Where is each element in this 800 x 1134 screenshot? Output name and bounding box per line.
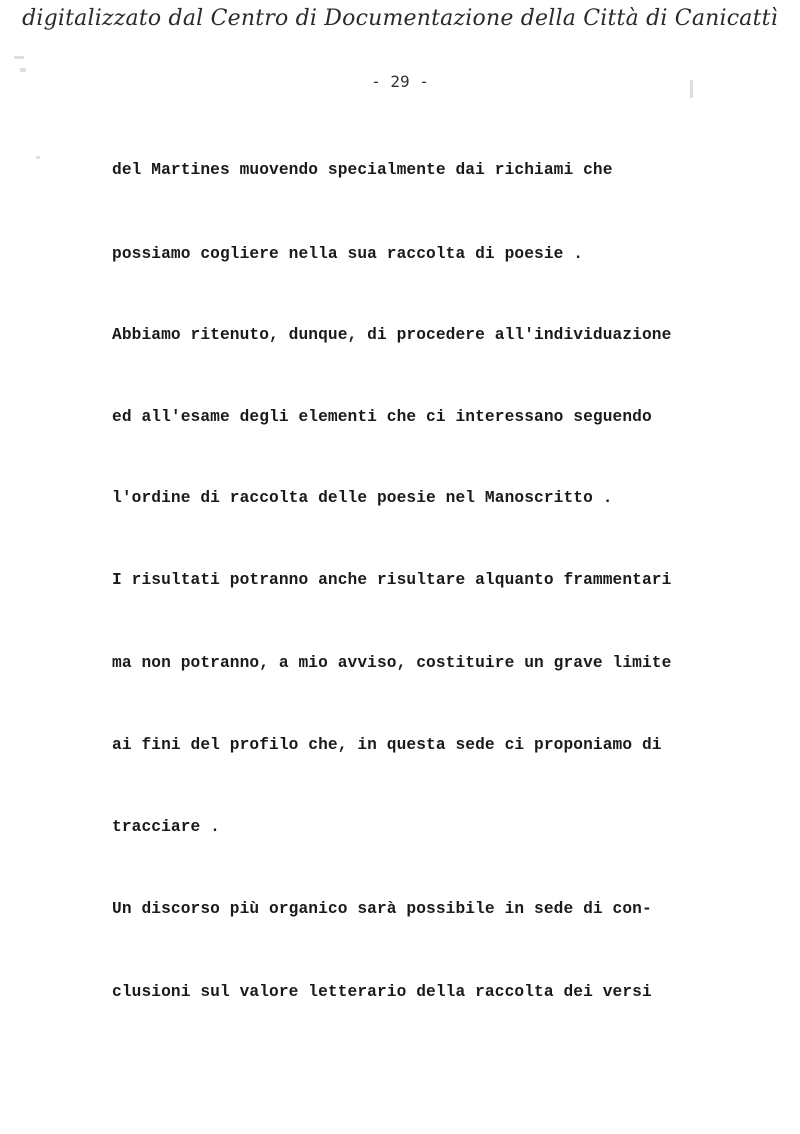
text-line: possiamo cogliere nella sua raccolta di poesie .	[112, 245, 584, 263]
text-line: ed all'esame degli elementi che ci interessano seguendo	[112, 408, 652, 426]
scan-speck	[20, 68, 26, 72]
scan-speck	[36, 156, 40, 159]
scan-speck	[690, 80, 693, 98]
text-line: Un discorso più organico sarà possibile in sede di con-	[112, 900, 652, 918]
digitization-note: digitalizzato dal Centro di Documentazione della Città di Canicattì	[22, 6, 778, 31]
text-line: tracciare .	[112, 818, 220, 836]
text-line: ai fini del profilo che, in questa sede ci proponiamo di	[112, 736, 662, 754]
text-line: l'ordine di raccolta delle poesie nel Manoscritto .	[112, 489, 613, 507]
text-line: Abbiamo ritenuto, dunque, di procedere all'individuazione	[112, 326, 672, 344]
page-number: - 29 -	[371, 72, 429, 91]
text-line: I risultati potranno anche risultare alquanto frammentari	[112, 571, 672, 589]
text-line: ma non potranno, a mio avviso, costituire un grave limite	[112, 654, 672, 672]
scan-speck	[14, 56, 24, 59]
text-line: del Martines muovendo specialmente dai richiami che	[112, 161, 613, 179]
text-line: clusioni sul valore letterario della raccolta dei versi	[112, 983, 652, 1001]
